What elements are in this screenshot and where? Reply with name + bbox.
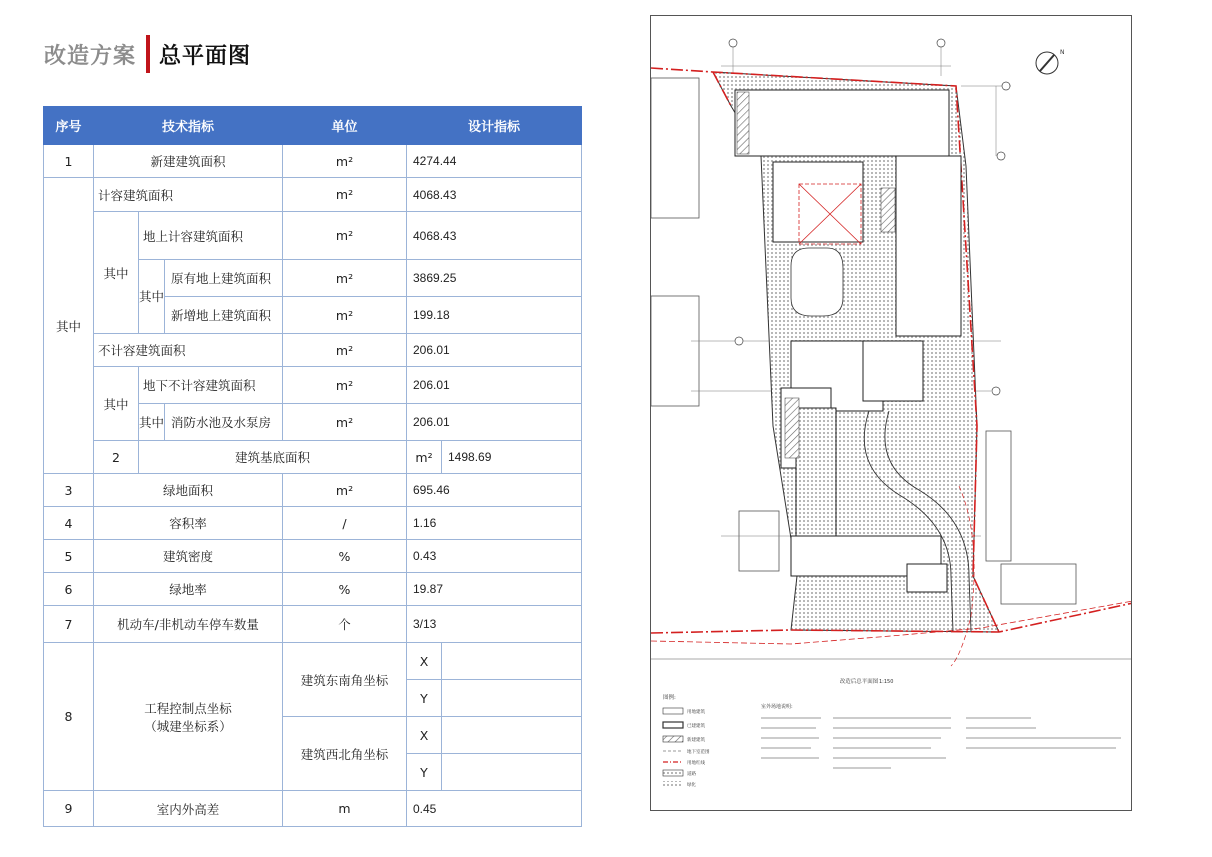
row-name: 建筑基底面积: [139, 441, 407, 474]
row-value: 0.43: [407, 540, 582, 573]
row-name: 不计容建筑面积: [94, 334, 283, 367]
row-subsubgroup-label: 其中: [139, 260, 165, 334]
new-building-hatched: [881, 188, 895, 232]
legend-item: 绿化: [687, 783, 696, 788]
row-no: 5: [44, 540, 94, 573]
row-unit: %: [283, 573, 407, 606]
plan-title: 改造后总平面图: [839, 679, 879, 685]
row-name: 绿地率: [94, 573, 283, 606]
row-name: 容积率: [94, 507, 283, 540]
table-row: [44, 145, 582, 178]
row-name-control-points: [94, 643, 283, 791]
coord-x-label: X: [407, 717, 442, 754]
row-unit: m²: [283, 178, 407, 212]
nw-corner-label: 建筑西北角坐标: [283, 717, 407, 791]
plan-scale: 1:150: [879, 679, 894, 685]
row-unit: m²: [283, 367, 407, 404]
row-no: 6: [44, 573, 94, 606]
row-unit: m: [283, 791, 407, 827]
row-value: 695.46: [407, 474, 582, 507]
row-value: 4068.43: [407, 178, 582, 212]
row-value: 3869.25: [407, 260, 582, 297]
row-unit: /: [283, 507, 407, 540]
row-unit: m²: [283, 334, 407, 367]
coord-x-label: X: [407, 643, 442, 680]
row-name: 消防水池及水泵房: [165, 404, 283, 441]
row-no: 2: [94, 441, 139, 474]
row-value: 1.16: [407, 507, 582, 540]
row-no: 9: [44, 791, 94, 827]
row-unit: m²: [283, 212, 407, 260]
row-unit: m²: [283, 404, 407, 441]
row-unit: 个: [283, 606, 407, 643]
table-row: [44, 334, 582, 367]
legend-item: 新建建筑: [687, 738, 705, 743]
round-garden: [791, 248, 843, 316]
coord-value: [442, 680, 582, 717]
table-header-row: [44, 107, 582, 145]
row-value: 206.01: [407, 404, 582, 441]
row-unit: %: [283, 540, 407, 573]
coord-value: [442, 717, 582, 754]
row-name: 计容建筑面积: [94, 178, 283, 212]
legend-title: 图例:: [663, 695, 676, 701]
north-arrow-icon: [1036, 49, 1065, 74]
row-value: 3/13: [407, 606, 582, 643]
row-name: 新增地上建筑面积: [165, 297, 283, 334]
row-subsubgroup-label: 其中: [139, 404, 165, 441]
legend-item: 地下室范围: [687, 750, 710, 755]
control-points-system: （城建坐标系）: [144, 718, 232, 734]
coord-y-label: Y: [407, 680, 442, 717]
header-unit: 单位: [283, 107, 407, 145]
row-unit: m²: [283, 260, 407, 297]
notes-text-lines: [761, 718, 1121, 768]
row-unit: m²: [407, 441, 442, 474]
header-no: 序号: [44, 107, 94, 145]
row-value: 206.01: [407, 367, 582, 404]
table-row: [44, 212, 582, 260]
notes-title: 室外场地说明:: [761, 704, 793, 710]
row-name: 建筑密度: [94, 540, 283, 573]
row-value: 199.18: [407, 297, 582, 334]
header-value: 设计指标: [407, 107, 582, 145]
row-value: 19.87: [407, 573, 582, 606]
row-name: 室内外高差: [94, 791, 283, 827]
technical-indicators-table: [43, 106, 582, 827]
coord-y-label: Y: [407, 754, 442, 791]
section-label: 改造方案: [44, 43, 137, 69]
site-plan-drawing: [650, 15, 1132, 811]
legend-item: 道路: [687, 772, 696, 777]
row-value: 4068.43: [407, 212, 582, 260]
table-row: [44, 441, 582, 474]
row-subgroup-label: 其中: [94, 367, 139, 441]
table-row: [44, 540, 582, 573]
new-building-hatched: [737, 92, 749, 154]
row-name: 新建建筑面积: [94, 145, 283, 178]
coord-value: [442, 643, 582, 680]
row-name: 地上计容建筑面积: [139, 212, 283, 260]
row-unit: m²: [283, 297, 407, 334]
row-value: 0.45: [407, 791, 582, 827]
row-value: 206.01: [407, 334, 582, 367]
row-name: 原有地上建筑面积: [165, 260, 283, 297]
row-name: 地下不计容建筑面积: [139, 367, 283, 404]
table-row: [44, 178, 582, 212]
table-row: [44, 367, 582, 404]
row-subgroup-label: 其中: [94, 212, 139, 334]
legend-item: 用地建筑: [687, 710, 705, 715]
legend: [663, 708, 710, 788]
legend-item: 用地红线: [687, 761, 705, 766]
table-row: [44, 606, 582, 643]
page-title: 总平面图: [159, 43, 252, 69]
row-value: 4274.44: [407, 145, 582, 178]
legend-item: 已建建筑: [687, 724, 705, 729]
row-no: 8: [44, 643, 94, 791]
header-indicator: 技术指标: [94, 107, 283, 145]
row-name: 绿地面积: [94, 474, 283, 507]
row-no: 4: [44, 507, 94, 540]
row-name: 机动车/非机动车停车数量: [94, 606, 283, 643]
coord-value: [442, 754, 582, 791]
row-no: 1: [44, 145, 94, 178]
se-corner-label: 建筑东南角坐标: [283, 643, 407, 717]
row-no: 3: [44, 474, 94, 507]
table-row: [44, 791, 582, 827]
new-building-hatched: [785, 398, 799, 458]
row-group-label: 其中: [44, 178, 94, 474]
table-row: [44, 573, 582, 606]
table-row: [44, 474, 582, 507]
table-row: [44, 507, 582, 540]
page-heading: [44, 34, 251, 74]
heading-divider: [146, 35, 150, 73]
row-unit: m²: [283, 474, 407, 507]
row-no: 7: [44, 606, 94, 643]
north-label: N: [1060, 49, 1065, 56]
row-unit: m²: [283, 145, 407, 178]
table-row: [44, 643, 582, 680]
row-value: 1498.69: [442, 441, 582, 474]
control-points-title: 工程控制点坐标: [144, 700, 232, 716]
